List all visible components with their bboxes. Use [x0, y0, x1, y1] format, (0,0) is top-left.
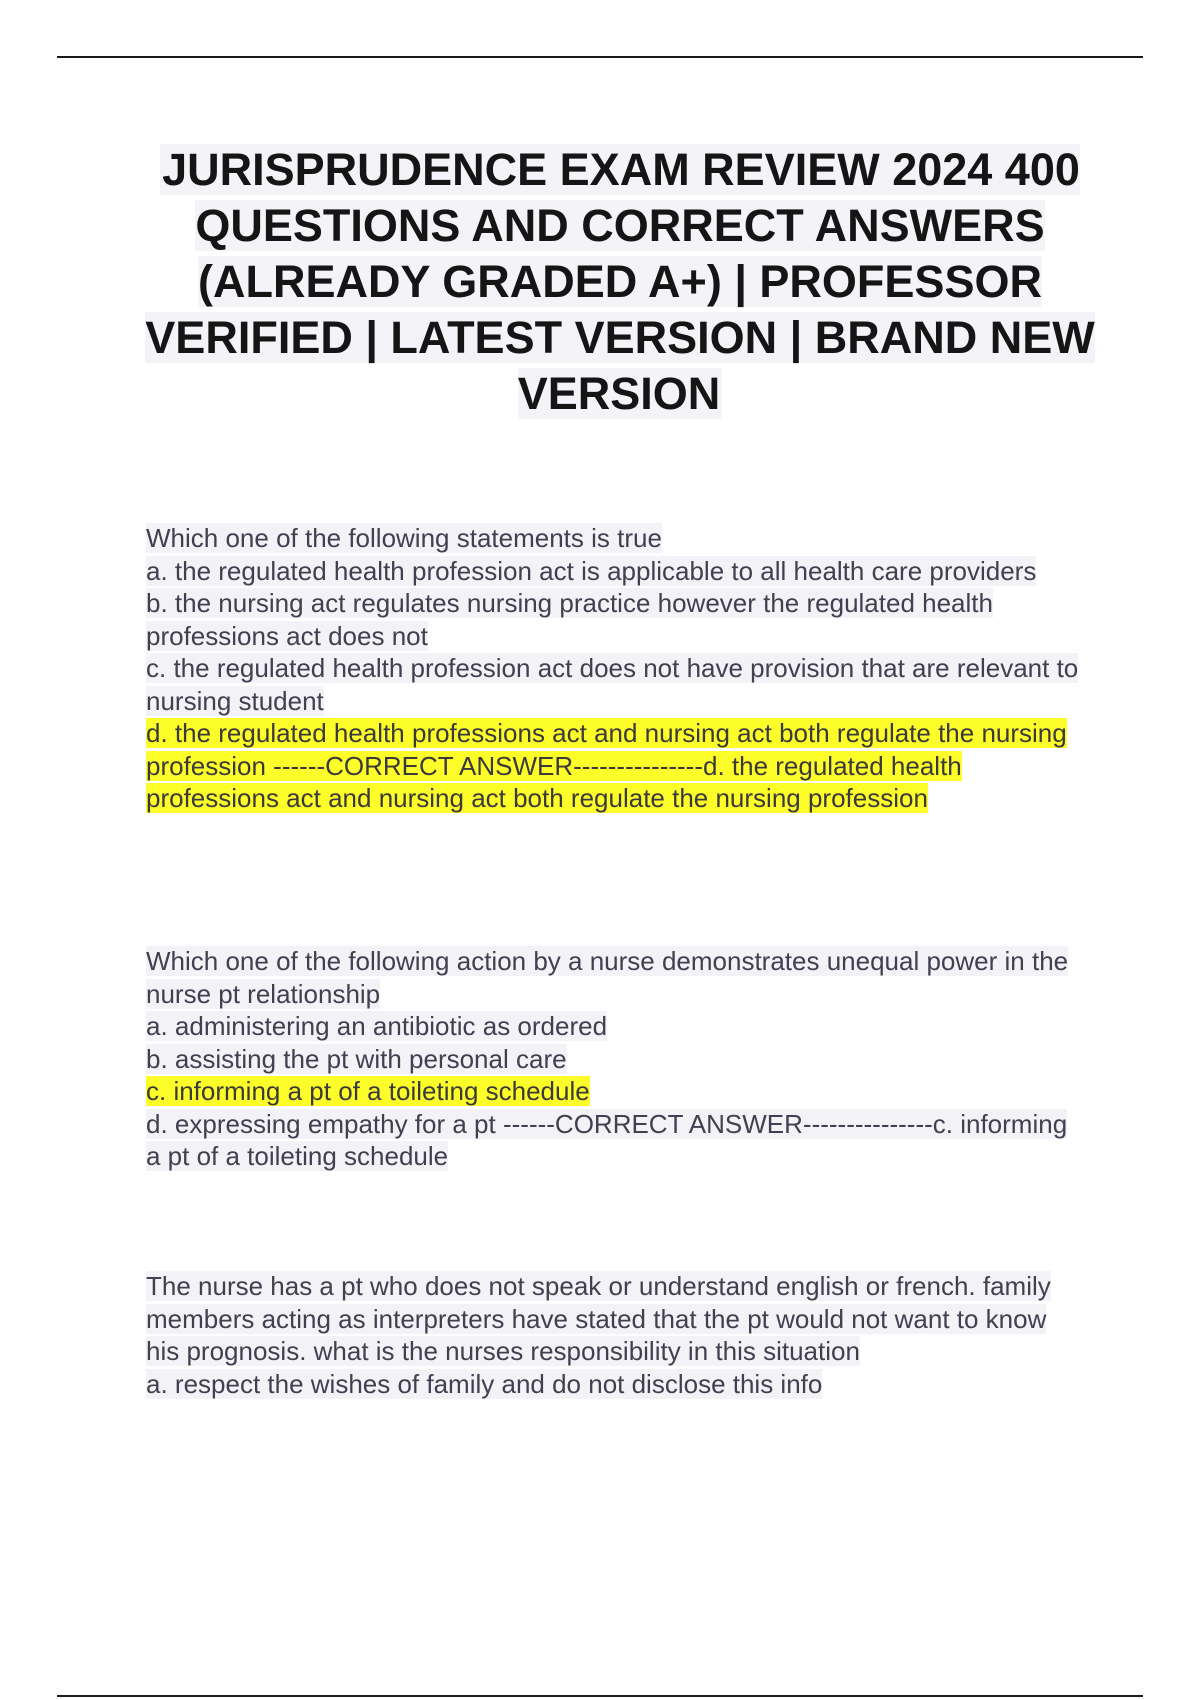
question-1-stem: Which one of the following statements is true: [146, 523, 662, 553]
question-2-stem: Which one of the following action by a nurse demonstrates unequal power in the nurse pt relationship: [146, 946, 1069, 1009]
question-2-option-a: a. administering an antibiotic as ordered: [146, 1011, 608, 1041]
question-2-option-d-correct-answer: d. expressing empathy for a pt ------CORRECT ANSWER---------------c. informing a pt of a toileting schedule: [146, 1108, 1068, 1171]
question-2: [146, 945, 1086, 1173]
question-1-option-d-correct-answer: d. the regulated health professions act and nursing act both regulate the nursing profession ------CORRECT ANSWER---------------d. the regulated health professions act and nursing act both regulate the nursing profession: [146, 718, 1067, 813]
bottom-divider: [57, 1695, 1143, 1697]
question-1-option-b: b. the nursing act regulates nursing practice however the regulated health professions act does not: [146, 588, 993, 651]
question-3-stem: The nurse has a pt who does not speak or understand english or french. family members acting as interpreters have stated that the pt would not want to know his prognosis. what is the nurses responsibility in this situation: [146, 1271, 1051, 1366]
question-3: [146, 1270, 1086, 1400]
question-1: [146, 522, 1086, 815]
question-2-option-b: b. assisting the pt with personal care: [146, 1043, 567, 1074]
question-2-option-c-highlighted: c. informing a pt of a toileting schedule: [146, 1076, 590, 1106]
question-1-option-a: a. the regulated health profession act is applicable to all health care providers: [146, 555, 1037, 586]
document-title: JURISPRUDENCE EXAM REVIEW 2024 400 QUESTIONS AND CORRECT ANSWERS (ALREADY GRADED A+) | PROFESSOR VERIFIED | LATEST VERSION | BRAND NEW VERSION: [145, 144, 1095, 419]
question-1-option-c: c. the regulated health profession act does not have provision that are relevant to nursing student: [146, 653, 1079, 716]
top-divider: [57, 56, 1143, 58]
question-3-option-a: a. respect the wishes of family and do not disclose this info: [146, 1368, 823, 1399]
